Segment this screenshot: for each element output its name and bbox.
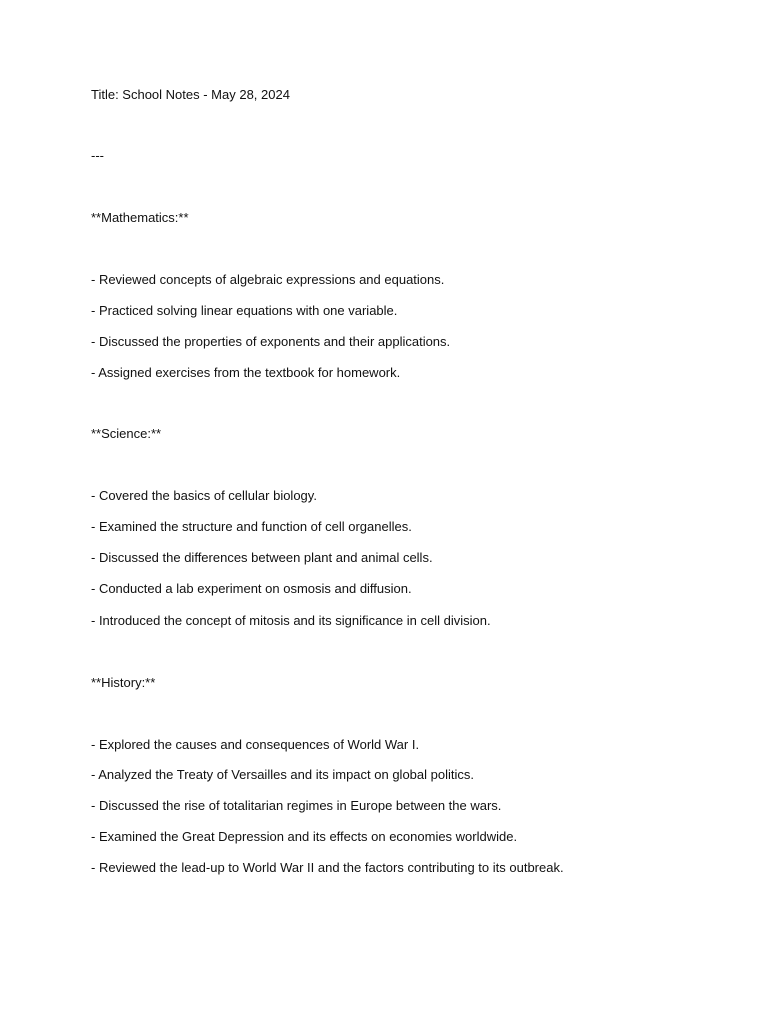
- list-item: - Reviewed the lead-up to World War II and the factors contributing to its outbreak.: [91, 860, 564, 875]
- list-item: - Examined the Great Depression and its effects on economies worldwide.: [91, 829, 518, 844]
- list-item: - Reviewed concepts of algebraic expressions and equations.: [91, 272, 445, 287]
- list-item: - Examined the structure and function of cell organelles.: [91, 519, 412, 534]
- list-item: - Explored the causes and consequences of World War I.: [91, 737, 420, 752]
- list-item: - Discussed the rise of totalitarian regimes in Europe between the wars.: [91, 798, 502, 813]
- section-heading-history: **History:**: [91, 675, 156, 690]
- list-item: - Conducted a lab experiment on osmosis and diffusion.: [91, 581, 412, 596]
- list-item: - Assigned exercises from the textbook for homework.: [91, 365, 401, 380]
- list-item: - Discussed the properties of exponents and their applications.: [91, 334, 451, 349]
- document-title: Title: School Notes - May 28, 2024: [91, 87, 290, 102]
- list-item: - Analyzed the Treaty of Versailles and its impact on global politics.: [91, 767, 474, 782]
- list-item: - Practiced solving linear equations with one variable.: [91, 303, 398, 318]
- list-item: - Introduced the concept of mitosis and its significance in cell division.: [91, 613, 491, 628]
- list-item: - Discussed the differences between plant and animal cells.: [91, 550, 433, 565]
- list-item: - Covered the basics of cellular biology.: [91, 488, 317, 503]
- section-heading-mathematics: **Mathematics:**: [91, 210, 189, 225]
- section-heading-science: **Science:**: [91, 426, 162, 441]
- separator: ---: [91, 148, 104, 163]
